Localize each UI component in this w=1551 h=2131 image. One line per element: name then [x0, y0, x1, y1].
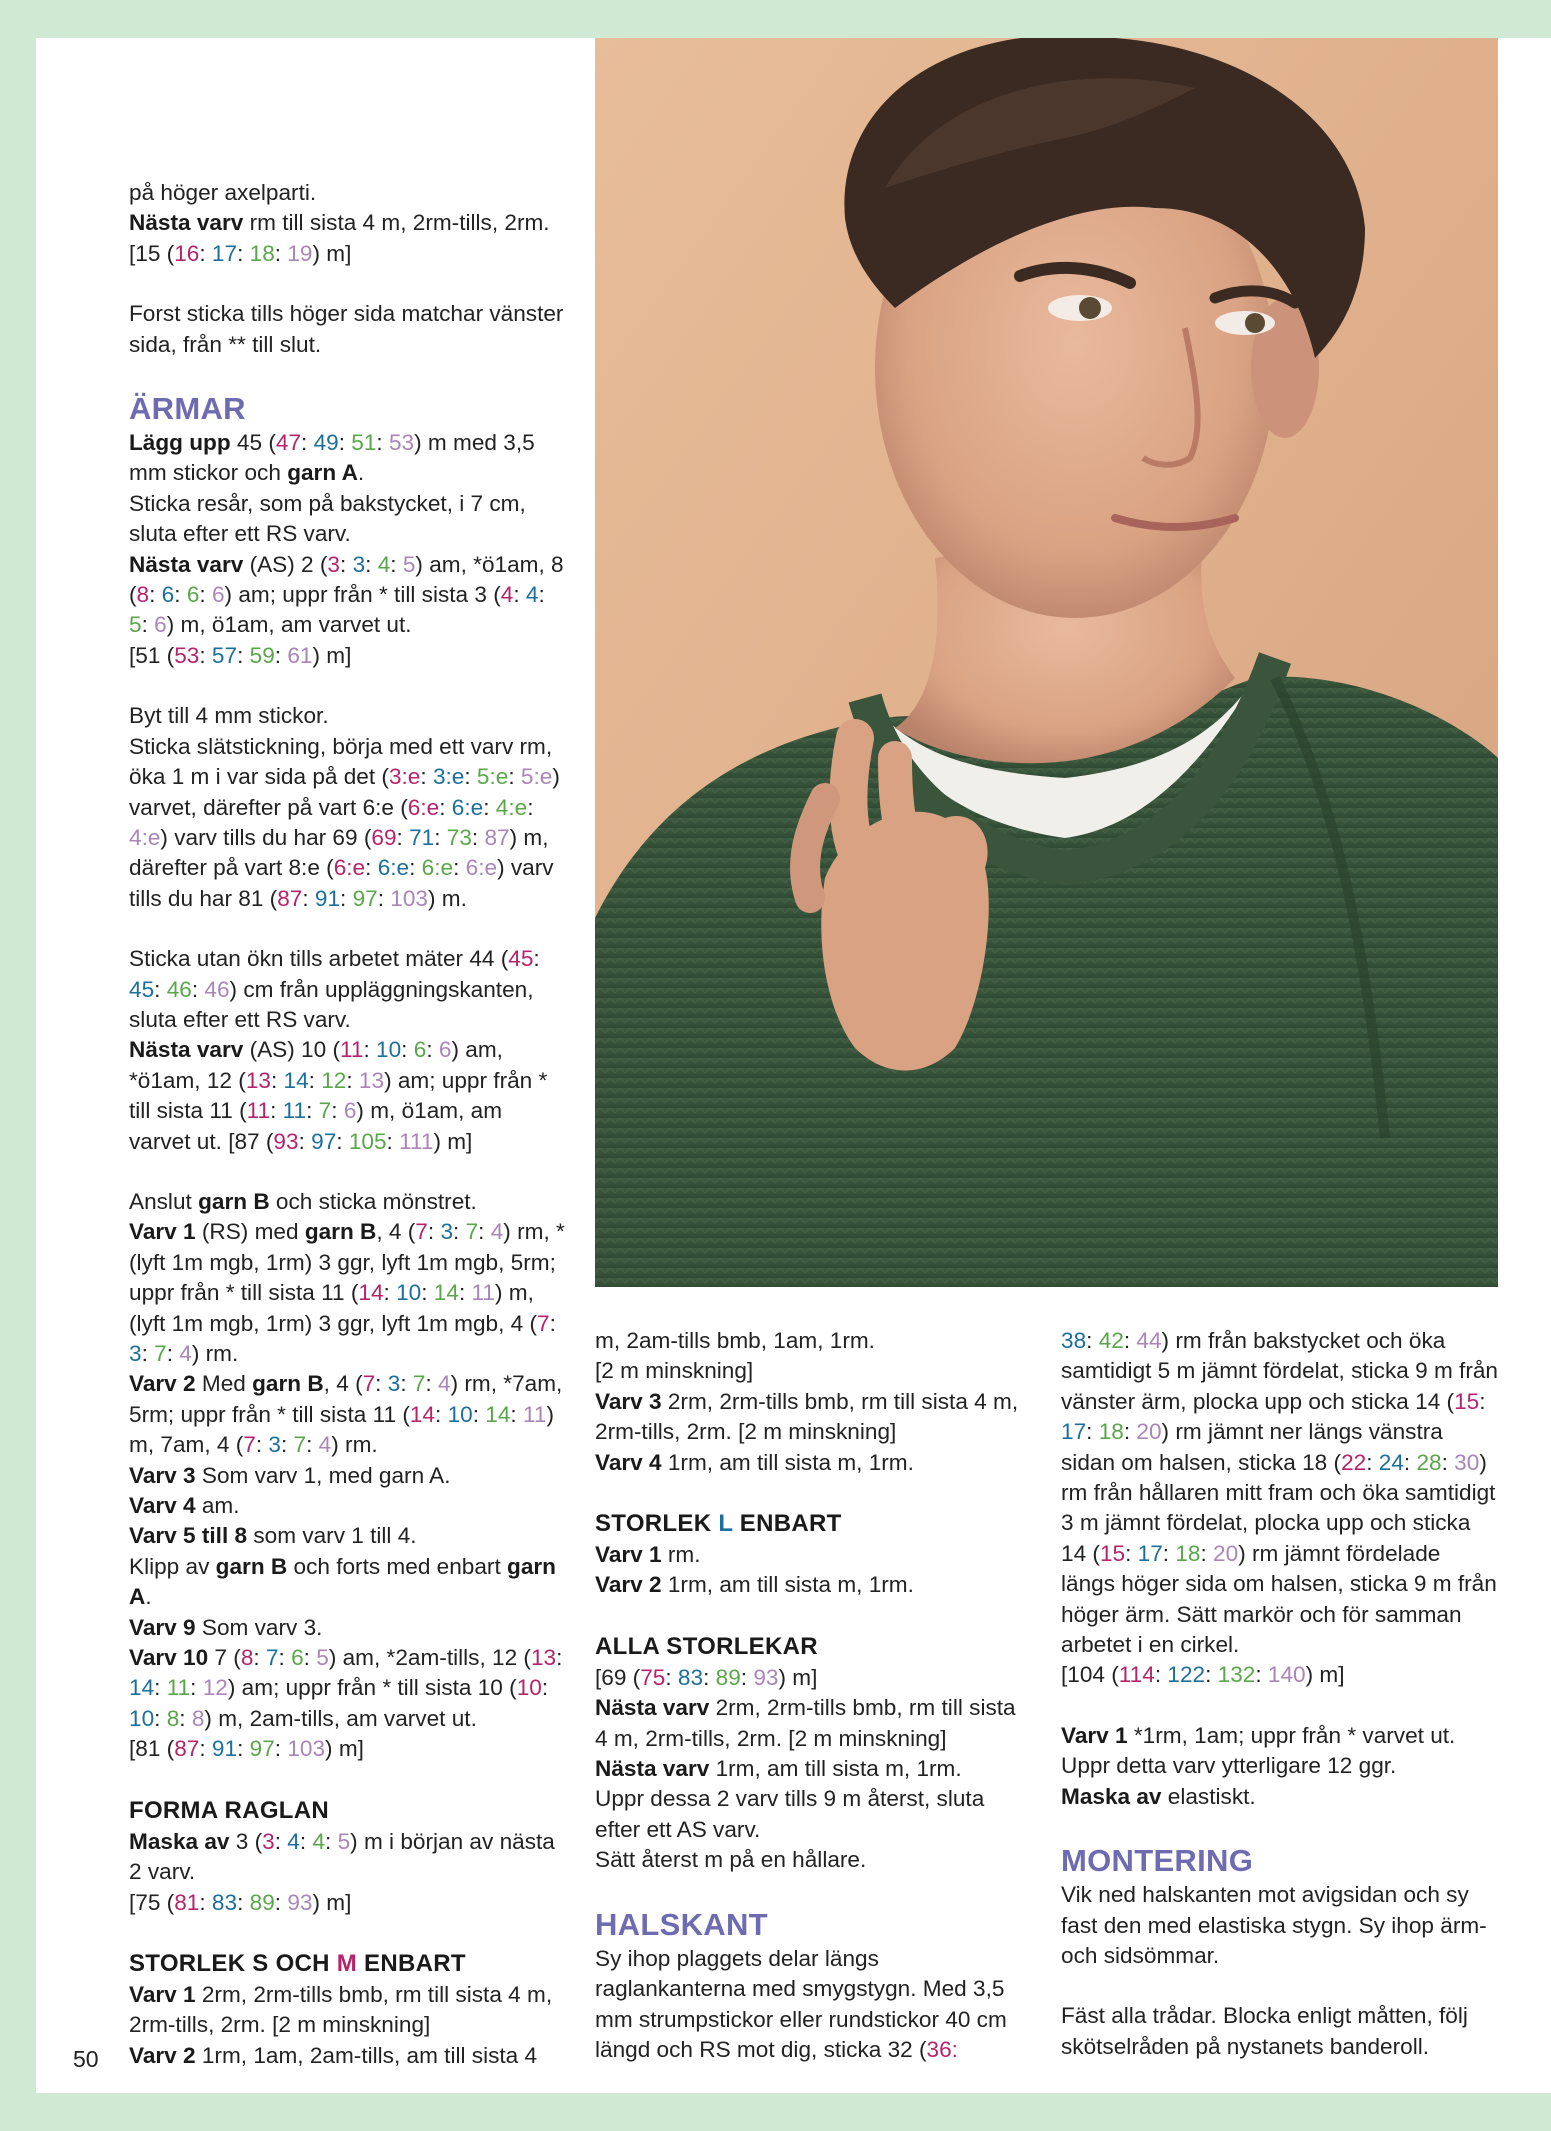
heading-halskant: HALSKANT [595, 1906, 768, 1942]
paragraph-size-s-m: Varv 1 2rm, 2rm-tills bmb, rm till sista 4 m, 2rm-tills, 2rm. [2 m minskning] Varv 2 1rm, 1am, 2am-tills, am till sista 4 [129, 1981, 553, 2068]
heading-storlek-l: STORLEK L ENBART [595, 1510, 842, 1538]
paragraph-size-l: Varv 1 rm. Varv 2 1rm, am till sista m, 1rm. [595, 1542, 914, 1598]
paragraph-neckband: Sy ihop plaggets delar längs raglankanterna med smygstygn. Med 3,5 mm strumpstickor eller rundstickor 40 cm längd och RS mot dig, sticka 32 (36: [595, 1945, 1007, 2062]
paragraph-finishing: Fäst alla trådar. Blocka enligt måtten, följ skötselråden på nystanets banderoll. [1061, 2003, 1468, 2059]
heading-forma-raglan: FORMA RAGLAN [129, 1796, 330, 1824]
paragraph-assembly: Vik ned halskanten mot avigsidan och sy fast den med elastiska stygn. Sy ihop ärm- och sidsömmar. [1061, 1882, 1487, 1968]
paragraph-raglan: Maska av 3 (3: 4: 4: 5) m i början av nästa 2 varv. [75 (81: 83: 89: 93) m] [129, 1828, 555, 1915]
heading-montering: MONTERING [1061, 1843, 1254, 1879]
heading-storlek-s-och-m: STORLEK S OCH M ENBART [129, 1949, 466, 1977]
page-number: 50 [73, 2046, 99, 2072]
paragraph-stockinette: Byt till 4 mm stickor. Sticka slätstickning, börja med ett varv rm, öka 1 m i var sida på det (3:e: 3:e: 5:e: 5:e) varvet, därefter på vart 6:e (6:e: 6:e: 4:e: 4:e) varv tills du har 69 (69: 71: 73: 87) m, därefter på vart 8:e (6:e: 6:e: 6:e: 6:e) varv tills du har 81 (87: 91: 97: 103) m. [129, 703, 560, 911]
paragraph-pattern-rows: Anslut garn B och sticka mönstret. Varv 1 (RS) med garn B, 4 (7: 3: 7: 4) rm, *(lyft 1m mgb, 1rm) 3 ggr, lyft 1m mgb, 5rm; uppr från * till sista 11 (14: 10: 14: 11) m, (lyft 1m mgb, 1rm) 3 ggr, lyft 1m mgb, 4 (7: 3: 7: 4) rm. Varv 2 Med garn B, 4 (7: 3: 7: 4) rm, *7am, 5rm; uppr från * till sista 11 (14: 10: 14: 11) m, 7am, 4 (7: 3: 7: 4) rm. Varv 3 Som varv 1, med garn A. Varv 4 am. Varv 5 till 8 som varv 1 till 4. Klipp av garn B och forts med enbart garn A. Varv 9 Som varv 3. Varv 10 7 (8: 7: 6: 5) am, *2am-tills, 12 (13: 14: 11: 12) am; uppr från * till sista 10 (10: 10: 8: 8) m, 2am-tills, am varvet ut. [81 (87: 91: 97: 103) m] [129, 1188, 565, 1762]
column-middle [595, 1326, 1025, 2065]
paragraph-neckband-cont: 38: 42: 44) rm från bakstycket och öka samtidigt 5 m jämnt fördelat, sticka 9 m från vänster ärm, plocka upp och sticka 14 (15: 17: 18: 20) rm jämnt ner längs vänstra sidan om halsen, sticka 18 (22: 24: 28: 30) rm från hållaren mitt fram och öka samtidigt 3 m jämnt fördelat, plocka upp och sticka 14 (15: 17: 18: 20) rm jämnt fördelade längs höger sida om halsen, sticka 9 m från höger ärm. Sätt markör och för samman arbetet i en cirkel. [104 (114: 122: 132: 140) m] [1061, 1328, 1498, 1688]
column-right [1061, 1326, 1498, 2062]
portrait-photo [595, 38, 1498, 1287]
column-left [129, 178, 569, 2071]
magazine-page [36, 38, 1551, 2093]
heading-alla-storlekar: ALLA STORLEKAR [595, 1632, 818, 1660]
paragraph-size-s-m-cont: m, 2am-tills bmb, 1am, 1rm. [2 m minskning] Varv 3 2rm, 2rm-tills bmb, rm till sista 4 m, 2rm-tills, 2rm. [2 m minskning] Varv 4 1rm, am till sista m, 1rm. [595, 1328, 1019, 1475]
portrait-illustration [595, 38, 1498, 1287]
paragraph-cast-on-sleeves: Lägg upp 45 (47: 49: 51: 53) m med 3,5 mm stickor och garn A. Sticka resår, som på bakstycket, i 7 cm, sluta efter ett RS varv. Nästa varv (AS) 2 (3: 3: 4: 5) am, *ö1am, 8 (8: 6: 6: 6) am; uppr från * till sista 3 (4: 4: 5: 6) m, ö1am, am varvet ut. [51 (53: 57: 59: 61) m] [129, 430, 564, 668]
paragraph-knit-even: Sticka utan ökn tills arbetet mäter 44 (45: 45: 46: 46) cm från uppläggningskanten, sluta efter ett RS varv. Nästa varv (AS) 10 (11: 10: 6: 6) am, *ö1am, 12 (13: 14: 12: 13) am; uppr från * till sista 11 (11: 11: 7: 6) m, ö1am, am varvet ut. [87 (93: 97: 105: 111) m] [129, 946, 548, 1154]
paragraph-right-shoulder: på höger axelparti. Nästa varv rm till sista 4 m, 2rm-tills, 2rm. [15 (16: 17: 18: 19) m] [129, 180, 550, 266]
paragraph-continue: Forst sticka tills höger sida matchar vänster sida, från ** till slut. [129, 301, 564, 357]
paragraph-all-sizes: [69 (75: 83: 89: 93) m] Nästa varv 2rm, 2rm-tills bmb, rm till sista 4 m, 2rm-tills, 2rm. [2 m minskning] Nästa varv 1rm, am till sista m, 1rm. Uppr dessa 2 varv tills 9 m återst, sluta efter ett AS varv. Sätt återst m på en hållare. [595, 1664, 1016, 1873]
paragraph-rib-rounds: Varv 1 *1rm, 1am; uppr från * varvet ut. Uppr detta varv ytterligare 12 ggr. Maska av elastiskt. [1061, 1722, 1456, 1809]
heading-armar: ÄRMAR [129, 391, 246, 427]
